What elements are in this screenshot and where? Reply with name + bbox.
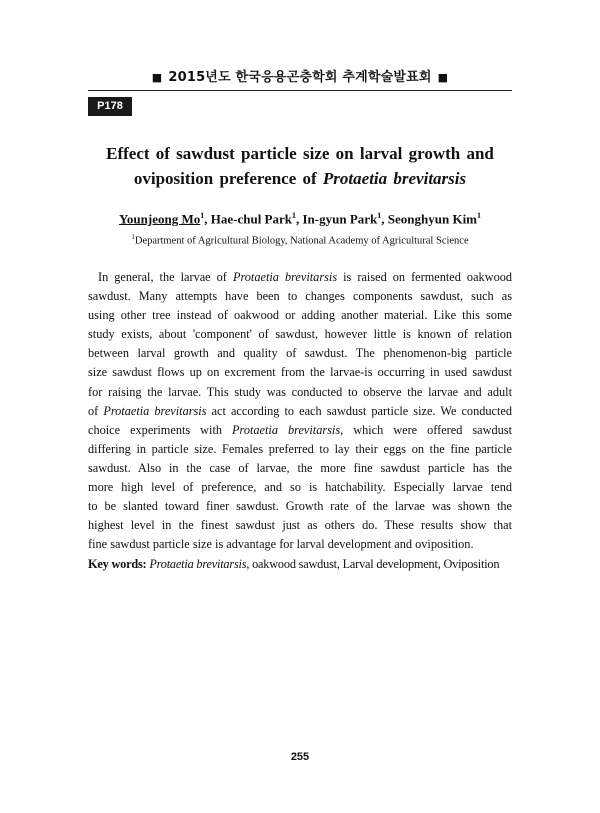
affiliation xyxy=(88,233,512,247)
abstract-text: using other tree instead of oakwood or adding another material. Like this some xyxy=(88,308,512,323)
abstract-text: differing in particle size. Females preferred to lay their eggs on the fine particle xyxy=(88,441,512,456)
keywords-label: Key words: xyxy=(88,557,147,571)
title-line-2-prefix: oviposition preference of xyxy=(133,169,323,188)
affiliation-text: Department of Agricultural Biology, National Academy of Agricultural Science xyxy=(134,235,469,247)
author-list xyxy=(88,211,512,227)
abstract-text: of xyxy=(88,403,104,418)
abstract-line xyxy=(88,325,512,344)
title-line-2 xyxy=(88,166,512,191)
abstract-line xyxy=(88,459,512,478)
abstract-text: between larval growth and quality of sawdust. The phenomenon-big particle xyxy=(88,346,512,361)
affiliation-marker: 1 xyxy=(131,233,135,241)
abstract-body xyxy=(88,268,512,554)
author-separator: , xyxy=(381,211,388,227)
abstract-line xyxy=(88,440,512,459)
species-name: Protaetia brevitarsis xyxy=(232,422,341,437)
abstract-line xyxy=(88,516,512,535)
abstract-line xyxy=(88,344,512,363)
author-affiliation-marker: 1 xyxy=(200,211,205,220)
abstract-text: choice experiments with xyxy=(88,422,232,437)
abstract-line xyxy=(88,268,512,287)
abstract-line xyxy=(88,383,512,402)
abstract-line xyxy=(88,402,512,421)
abstract-text: for raising the larvae. This study was conducted to observe the larvae and adult xyxy=(88,384,512,399)
author-affiliation-marker: 1 xyxy=(292,211,296,220)
abstract-text: sawdust. Many attempts have been to changes components sawdust, such as xyxy=(88,289,512,304)
abstract-line xyxy=(88,497,512,516)
keywords-species: Protaetia brevitarsis xyxy=(149,557,247,571)
abstract-line xyxy=(88,287,512,306)
abstract-line xyxy=(88,478,512,497)
abstract-text: , which were offered sawdust xyxy=(340,422,512,437)
species-name: Protaetia brevitarsis xyxy=(103,403,207,418)
abstract-text: size sawdust flows up on excrement from the larvae-is occurring in used sawdust xyxy=(88,365,512,380)
abstract-text: is raised on fermented oakwood xyxy=(337,270,512,284)
author-name: Seonghyun Kim xyxy=(387,211,478,227)
abstract-text: sawdust. Also in the case of larvae, the more fine sawdust particle has the xyxy=(88,460,512,475)
title-line-1: Effect of sawdust particle size on larval growth and xyxy=(106,144,494,163)
abstract-line xyxy=(88,535,512,554)
abstract-line xyxy=(88,363,512,382)
square-bullet-icon: ■ xyxy=(151,71,163,84)
abstract-text: to be slanted toward finer sawdust. Growth rate of the larvae was shown the xyxy=(88,499,512,514)
paper-title xyxy=(88,141,512,191)
keywords-rest: , oakwood sawdust, Larval development, Oviposition xyxy=(246,557,500,571)
author-affiliation-marker: 1 xyxy=(377,211,382,220)
conference-title: 2015년도 한국응용곤충학회 추계학술발표회 xyxy=(168,70,432,85)
abstract-text: In general, the larvae of xyxy=(98,270,233,284)
keywords xyxy=(88,557,512,572)
title-species: Protaetia brevitarsis xyxy=(322,169,467,188)
author-separator: , xyxy=(296,211,303,227)
abstract-text: fine sawdust particle size is advantage for larval development and oviposition. xyxy=(88,537,474,552)
abstract-text: study exists, about 'component' of sawdust, however little is known of relation xyxy=(88,327,512,342)
author-separator: , xyxy=(204,211,211,227)
conference-header xyxy=(0,66,600,85)
abstract-text: more high level of preference, and so is hatchability. Especially larvae tend xyxy=(88,480,512,495)
author-name: In-gyun Park xyxy=(302,211,378,227)
author-name: Younjeong Mo xyxy=(118,211,201,227)
abstract-text: act according to each sawdust particle size. We conducted xyxy=(206,403,512,418)
page-number: 255 xyxy=(290,751,310,763)
abstract-text: highest level in the finest sawdust just as others do. These results show that xyxy=(88,518,512,533)
author-name: Hae-chul Park xyxy=(210,211,292,227)
poster-id-badge: P178 xyxy=(88,97,132,116)
abstract-line xyxy=(88,306,512,325)
square-bullet-icon: ■ xyxy=(437,71,449,84)
author-affiliation-marker: 1 xyxy=(477,211,482,220)
abstract-line xyxy=(88,421,512,440)
header-rule xyxy=(88,90,512,91)
species-name: Protaetia brevitarsis xyxy=(232,270,338,284)
